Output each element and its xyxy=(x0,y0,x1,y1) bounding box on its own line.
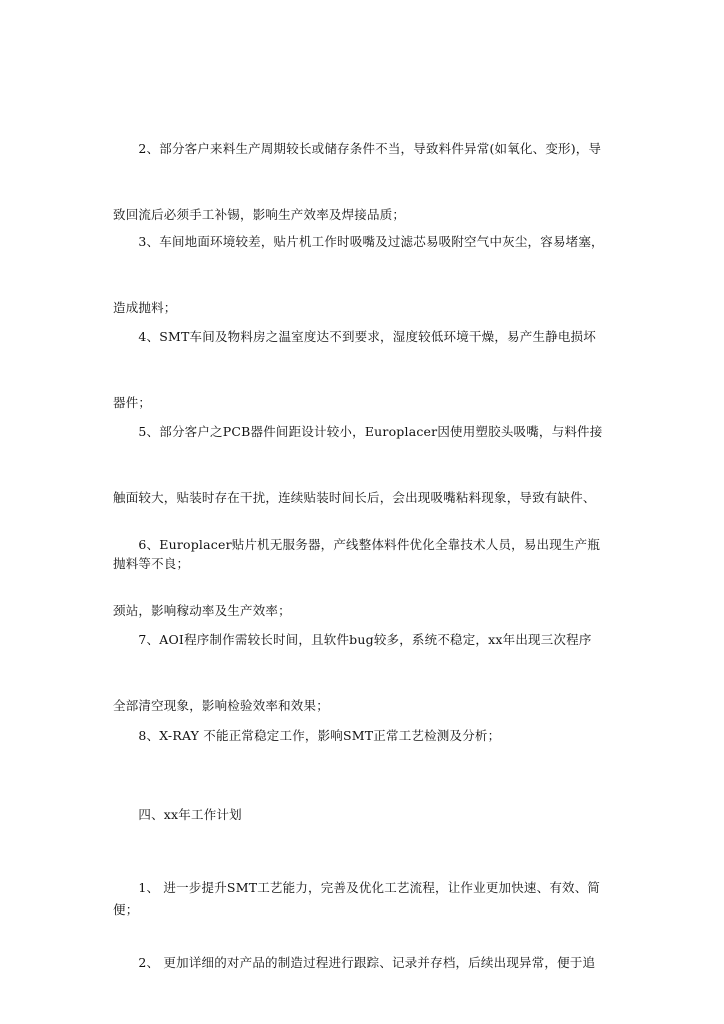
paragraph-line: 触面较大，贴装时存在干扰，连续贴装时间长后，会出现吸嘴粘料现象，导致有缺件、 xyxy=(113,490,596,505)
paragraph-line: 2、 更加详细的对产品的制造过程进行跟踪、记录并存档，后续出现异常，便于追 xyxy=(113,955,596,970)
paragraph-line: 2、部分客户来料生产周期较长或储存条件不当，导致料件异常(如氧化、变形)，导 xyxy=(113,141,602,156)
paragraph-line: 3、车间地面环境较差，贴片机工作时吸嘴及过滤芯易吸附空气中灰尘，容易堵塞， xyxy=(113,234,604,249)
paragraph-line: 造成抛料； xyxy=(113,300,177,315)
paragraph-line: 7、AOI程序制作需较长时间，且软件bug较多，系统不稳定，xx年出现三次程序 xyxy=(113,632,592,647)
paragraph-line: 1、 进一步提升SMT工艺能力，完善及优化工艺流程，让作业更加快速、有效、简便； xyxy=(113,880,601,917)
paragraph-line: 器件； xyxy=(113,395,152,410)
paragraph-line: 抛料等不良； xyxy=(113,556,190,571)
paragraph-line: 全部清空现象，影响检验效率和效果； xyxy=(113,698,329,713)
section-heading-text: 四、xx年工作计划 xyxy=(113,807,242,822)
paragraph-line: 致回流后必须手工补锡，影响生产效率及焊接品质； xyxy=(113,207,406,222)
paragraph-line: 6、Europlacer贴片机无服务器，产线整体料件优化全靠技术人员，易出现生产瓶 xyxy=(113,537,601,552)
paragraph-line: 颈站，影响稼动率及生产效率； xyxy=(113,603,291,618)
plan-item-2 xyxy=(113,908,619,1018)
paragraph-line: 8、X-RAY 不能正常稳定工作，影响SMT正常工艺检测及分析； xyxy=(113,728,501,743)
paragraph-line: 5、部分客户之PCB器件间距设计较小，Europlacer因使用塑胶头吸嘴，与料件接 xyxy=(113,424,603,439)
paragraph-line: 4、SMT车间及物料房之温室度达不到要求，湿度较低环境干燥，易产生静电损坏 xyxy=(113,329,596,344)
